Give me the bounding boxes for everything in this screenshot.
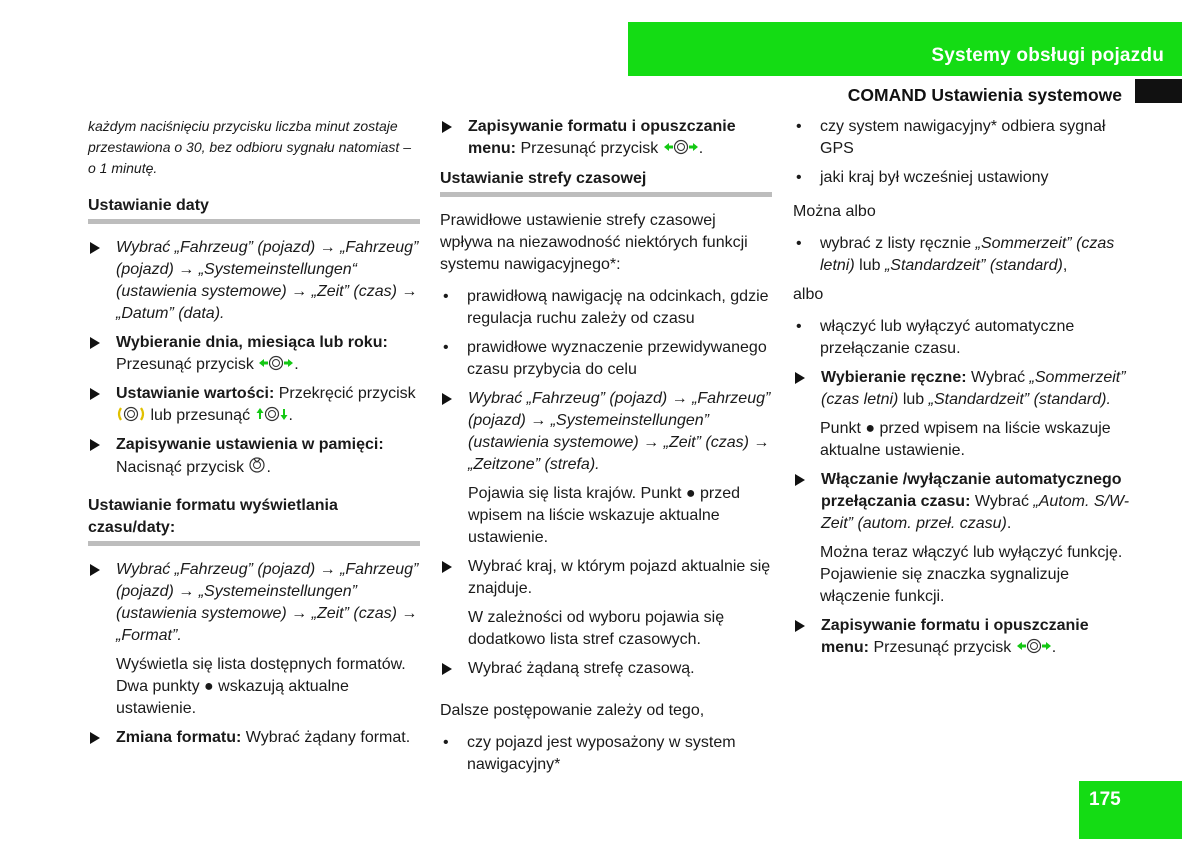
section-heading-format: Ustawianie formatu wyświetlania czasu/daty: xyxy=(88,495,420,546)
timezone-list-note: W zależności od wyboru pojawia się dodatkowo lista stref czasowych. xyxy=(468,609,725,648)
step-change-format: Zmiana formatu: Wybrać żądany format. xyxy=(88,727,420,749)
intro-text: każdym naciśnięciu przycisku liczba minut zostaje przestawiona o 30, bez odbioru sygnału natomiast – o 1 minutę. xyxy=(88,118,411,176)
dot-marker-icon: ● xyxy=(204,678,214,695)
step-select-country: Wybrać kraj, w którym pojazd aktualnie się znajduje. xyxy=(440,556,772,600)
arrow-bullet-icon xyxy=(90,564,100,576)
bullet-icon: • xyxy=(443,734,449,751)
list-item: • czy system nawigacyjny* odbiera sygnał GPS xyxy=(796,118,1106,157)
step-select-timezone: Wybrać „Fahrzeug” (pojazd) → „Fahrzeug” (pojazd) → „Systemeinstellungen” (ustawienia systemowe) → „Zeit” (czas) → „Zeitzone” (strefa). xyxy=(440,388,772,476)
step-select-zone: Wybrać żądaną strefę czasową. xyxy=(440,658,772,680)
controller-left-right-icon xyxy=(1016,638,1052,654)
arrow-bullet-icon xyxy=(442,561,452,573)
arrow-bullet-icon xyxy=(442,121,452,133)
column-3 xyxy=(793,116,1138,666)
arrow-bullet-icon xyxy=(795,372,805,384)
step-auto-switch: Włączanie /wyłączanie automatycznego przełączania czasu: Wybrać „Autom. S/W-Zeit” (autom. przeł. czasu). xyxy=(793,469,1138,535)
list-item: • wybrać z listy ręcznie „Sommerzeit” (czas letni) lub „Standardzeit” (standard), xyxy=(796,235,1115,274)
bullet-icon: • xyxy=(796,169,802,186)
controller-left-right-icon xyxy=(258,355,294,371)
step-select-day: Wybieranie dnia, miesiąca lub roku: Przesunąć przycisk . xyxy=(88,332,420,376)
step-select-format: Wybrać „Fahrzeug” (pojazd) → „Fahrzeug” (pojazd) → „Systemeinstellungen” (ustawienia systemowe) → „Zeit” (czas) → „Format”. xyxy=(88,559,420,647)
arrow-bullet-icon xyxy=(90,439,100,451)
list-item: • prawidłowe wyznaczenie przewidywanego czasu przybycia do celu xyxy=(443,339,767,378)
controller-left-right-icon xyxy=(663,139,699,155)
list-item: • jaki kraj był wcześniej ustawiony xyxy=(793,167,1138,189)
list-item: • prawidłową nawigację na odcinkach, gdzie regulacja ruchu zależy od czasu xyxy=(443,288,769,327)
arrow-bullet-icon xyxy=(90,242,100,254)
section-heading-date: Ustawianie daty xyxy=(88,195,420,224)
header-banner xyxy=(628,22,1182,76)
bullet-icon: • xyxy=(796,118,802,135)
manual-note: Punkt ● przed wpisem na liście wskazuje aktualne ustawienie. xyxy=(820,420,1111,459)
further-steps-text: Dalsze postępowanie zależy od tego, xyxy=(440,702,705,719)
country-list-note: Pojawia się lista krajów. Punkt ● przed wpisem na liście wskazuje aktualne ustawienie. xyxy=(468,485,741,546)
step-set-value: Ustawianie wartości: Przekręcić przycisk lub przesunąć . xyxy=(88,383,420,427)
timezone-intro: Prawidłowe ustawienie strefy czasowej wpływa na niezawodność niektórych funkcji systemu nawigacyjnego*: xyxy=(440,212,748,273)
bullet-icon: • xyxy=(796,318,802,335)
arrow-bullet-icon xyxy=(442,393,452,405)
list-item: • czy pojazd jest wyposażony w system nawigacyjny* xyxy=(443,734,736,773)
step-save-exit: Zapisywanie formatu i opuszczanie menu: Przesunąć przycisk . xyxy=(793,615,1138,659)
column-1 xyxy=(88,116,420,756)
bullet-icon: • xyxy=(796,235,802,252)
step-select-date: Wybrać „Fahrzeug” (pojazd) → „Fahrzeug” (pojazd) → „Systemeinstellungen“ (ustawienia systemowe) → „Zeit” (czas) → „Datum” (data). xyxy=(88,237,420,325)
controller-rotate-icon xyxy=(116,406,146,422)
section-heading-timezone: Ustawianie strefy czasowej xyxy=(440,168,772,197)
arrow-bullet-icon xyxy=(90,388,100,400)
arrow-bullet-icon xyxy=(90,732,100,744)
bullet-icon: • xyxy=(443,339,449,356)
arrow-bullet-icon xyxy=(795,474,805,486)
dot-marker-icon: ● xyxy=(685,485,696,502)
list-item: • włączyć lub wyłączyć automatyczne przełączanie czasu. xyxy=(796,318,1075,357)
format-note: Wyświetla się lista dostępnych formatów. Dwa punkty ● wskazują aktualne ustawienie. xyxy=(116,656,406,717)
section-title: Systemy obsługi pojazdu xyxy=(931,45,1164,66)
controller-press-icon xyxy=(248,456,266,474)
step-manual-selection: Wybieranie ręczne: Wybrać „Sommerzeit” (czas letni) lub „Standardzeit” (standard). xyxy=(793,367,1138,411)
auto-switch-note: Można teraz włączyć lub wyłączyć funkcję. Pojawienie się znaczka sygnalizuje włączenie funkcji. xyxy=(820,544,1123,605)
bullet-icon: • xyxy=(443,288,449,305)
arrow-bullet-icon xyxy=(90,337,100,349)
or-text: albo xyxy=(793,286,824,303)
either-text: Można albo xyxy=(793,203,876,220)
step-save-setting: Zapisywanie ustawienia w pamięci: Nacisnąć przycisk . xyxy=(88,434,420,479)
page-subtitle: COMAND Ustawienia systemowe xyxy=(847,85,1122,105)
step-save-format: Zapisywanie formatu i opuszczanie menu: Przesunąć przycisk . xyxy=(440,116,772,160)
page-number: 175 xyxy=(1089,789,1121,810)
column-2 xyxy=(440,116,772,783)
header-tab-marker xyxy=(1135,79,1182,103)
arrow-bullet-icon xyxy=(795,620,805,632)
dot-marker-icon: ● xyxy=(865,420,876,437)
controller-up-down-icon xyxy=(255,406,289,422)
arrow-bullet-icon xyxy=(442,663,452,675)
page-number-box xyxy=(1079,781,1182,839)
